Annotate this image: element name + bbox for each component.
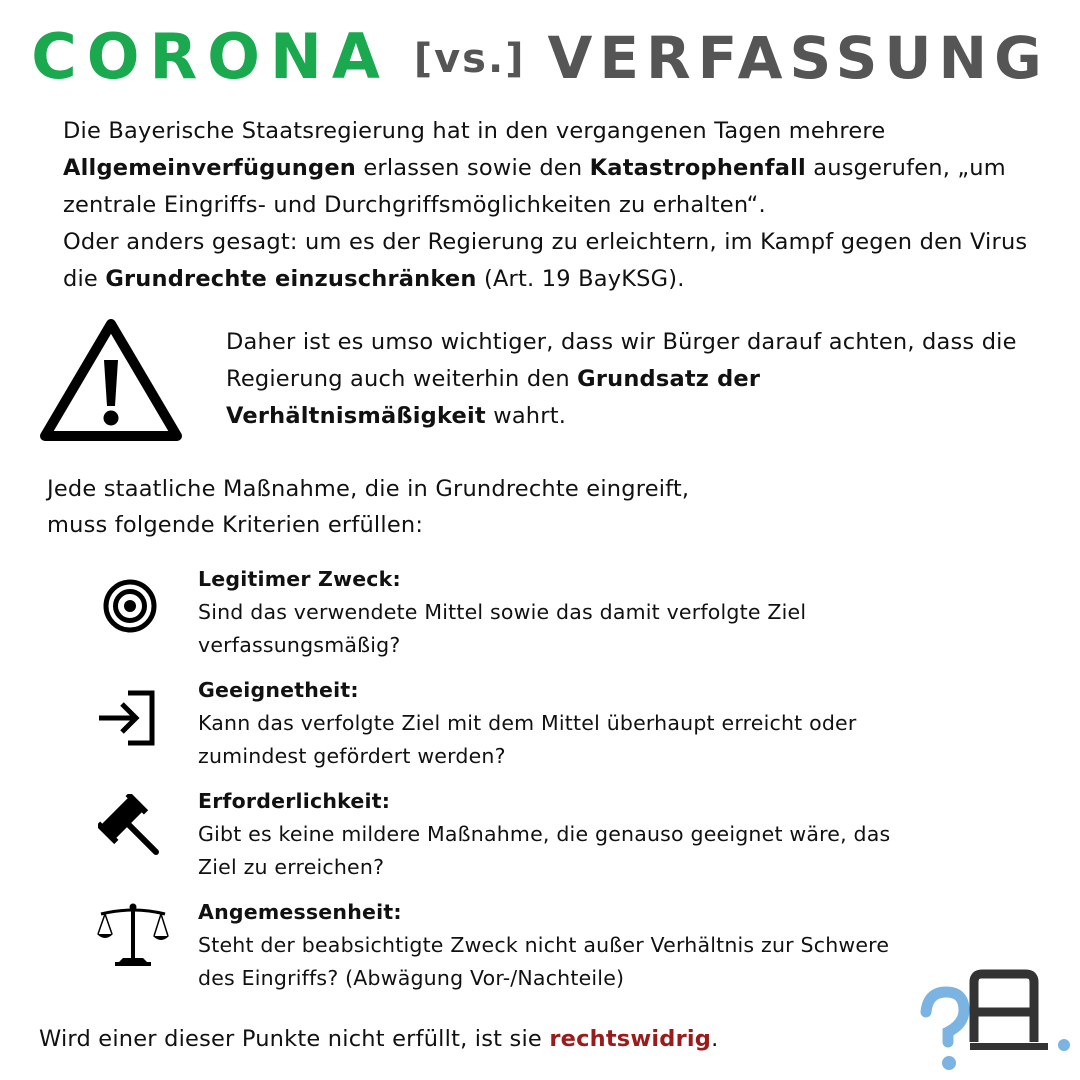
footer-text: Wird einer dieser Punkte nicht erfüllt, ist sie (39, 1026, 550, 1052)
criterion-angemessenheit (198, 896, 898, 995)
criterion-legitimer-zweck (198, 563, 898, 662)
headline (0, 20, 1080, 93)
criterion-erforderlichkeit (198, 785, 898, 884)
warning-text-2: wahrt. (485, 403, 567, 429)
criterion-geeignetheit (198, 674, 898, 773)
criterion-description: Sind das verwendete Mittel sowie das damit verfolgte Ziel verfassungsmäßig? (198, 600, 807, 657)
intro-paragraph (63, 113, 1053, 298)
footer-period: . (711, 1026, 719, 1052)
warning-triangle-icon (38, 316, 184, 444)
criteria-intro (47, 471, 847, 543)
criteria-intro-line-1: Jede staatliche Maßnahme, die in Grundrechte eingreift, (47, 476, 690, 502)
criterion-title: Geeignetheit: (198, 678, 359, 702)
footer-conclusion (39, 1021, 899, 1057)
criterion-title: Erforderlichkeit: (198, 789, 391, 813)
intro-text-3: ausgerufen, „um zentrale Eingriffs- und Durchgriffsmöglichkeiten zu erhalten“. (63, 155, 1006, 218)
headline-verfassung: VERFASSUNG (547, 24, 1049, 92)
intro-bold-3: Grundrechte einzuschränken (105, 266, 477, 292)
criterion-description: Gibt es keine mildere Maßnahme, die genauso geeignet wäre, das Ziel zu erreichen? (198, 822, 891, 879)
brand-logo (916, 966, 1076, 1076)
intro-text-5: (Art. 19 BayKSG). (476, 266, 685, 292)
warning-text-1: Daher ist es umso wichtiger, dass wir Bürger darauf achten, dass die Regierung auch weiterhin den (226, 329, 1017, 392)
target-icon (102, 578, 158, 634)
intro-bold-2: Katastrophenfall (589, 155, 806, 181)
criterion-description: Steht der beabsichtigte Zweck nicht außer Verhältnis zur Schwere des Eingriffs? (Abwägung Vor-/Nachteile) (198, 933, 890, 990)
scales-icon (97, 902, 169, 968)
warning-paragraph (226, 324, 1026, 435)
criteria-intro-line-2: muss folgende Kriterien erfüllen: (47, 512, 424, 538)
gavel-icon (98, 794, 160, 856)
criterion-description: Kann das verfolgte Ziel mit dem Mittel überhaupt erreicht oder zumindest gefördert werden? (198, 711, 857, 768)
intro-text-4: Oder anders gesagt: um es der Regierung zu erleichtern, im Kampf gegen den Virus die (63, 229, 1028, 292)
criterion-title: Legitimer Zweck: (198, 567, 401, 591)
login-arrow-icon (96, 689, 158, 747)
intro-bold-1: Allgemeinverfügungen (63, 155, 356, 181)
headline-corona: CORONA (31, 20, 390, 93)
intro-text-1: Die Bayerische Staatsregierung hat in den vergangenen Tagen mehrere (63, 118, 886, 144)
footer-red-word: rechtswidrig (549, 1026, 712, 1052)
warning-bold: Grundsatz der Verhältnismäßigkeit (226, 366, 761, 429)
headline-vs: [vs.] (413, 36, 526, 82)
intro-text-2: erlassen sowie den (356, 155, 590, 181)
criterion-title: Angemessenheit: (198, 900, 402, 924)
